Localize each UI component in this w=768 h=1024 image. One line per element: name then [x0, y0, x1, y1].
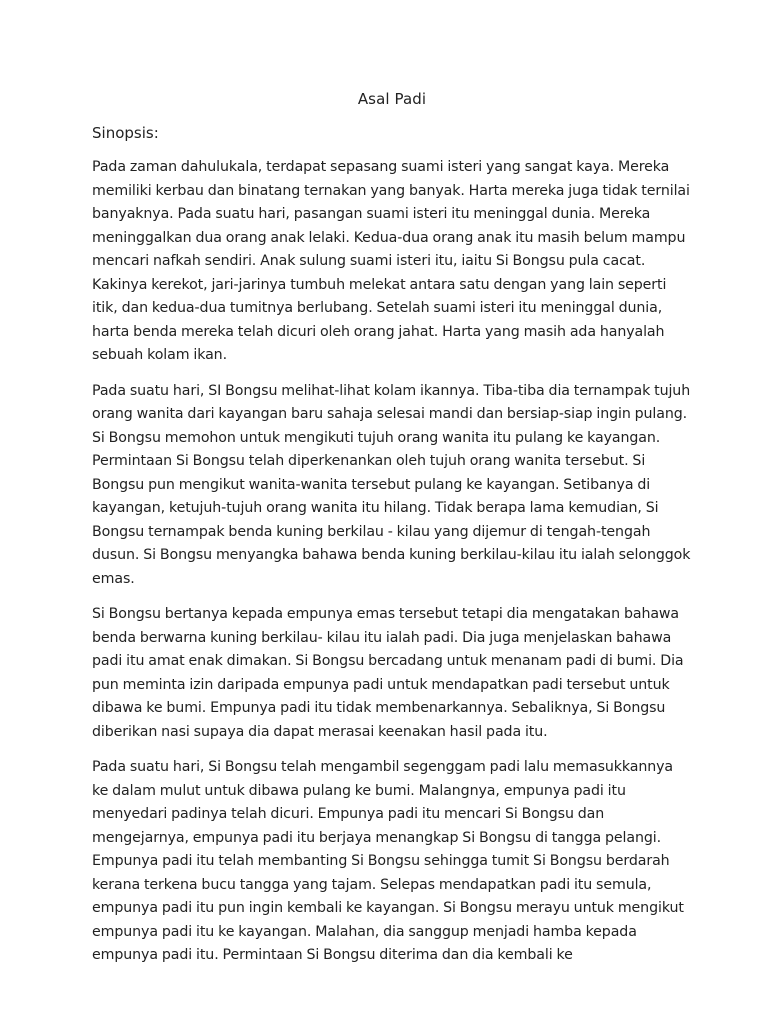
paragraph-2: Pada suatu hari, SI Bongsu melihat-lihat kolam ikannya. Tiba-tiba dia ternampak tujuh orang wanita dari kayangan baru sahaja selesai mandi dan bersiap-siap ingin pulang. Si Bongsu memohon untuk mengikuti tujuh orang wanita itu pulang ke kayangan. Permintaan Si Bongsu telah diperkenankan oleh tujuh orang wanita tersebut. Si Bongsu pun mengikut wanita-wanita tersebut pulang ke kayangan. Setibanya di kayangan, ketujuh-tujuh orang wanita itu hilang. Tidak berapa lama kemudian, Si Bongsu ternampak benda kuning berkilau - kilau yang dijemur di tengah-tengah dusun. Si Bongsu menyangka bahawa benda kuning berkilau-kilau itu ialah selonggok emas.	[92, 382, 691, 587]
paragraph-1: Pada zaman dahulukala, terdapat sepasang suami isteri yang sangat kaya. Mereka memiliki kerbau dan binatang ternakan yang banyak. Harta mereka juga tidak ternilai banyaknya. Pada suatu hari, pasangan suami isteri itu meninggal dunia. Mereka meninggalkan dua orang anak lelaki. Kedua-dua orang anak itu masih belum mampu mencari nafkah sendiri. Anak sulung suami isteri itu, iaitu Si Bongsu pula cacat. Kakinya kerekot, jari-jarinya tumbuh melekat antara satu dengan yang lain seperti itik, dan kedua-dua tumitnya berlubang. Setelah suami isteri itu meninggal dunia, harta benda mereka telah dicuri oleh orang jahat. Harta yang masih ada hanyalah sebuah kolam ikan.	[92, 159, 690, 363]
synopsis-label: Sinopsis:	[92, 124, 159, 142]
document-title: Asal Padi	[357, 90, 427, 108]
paragraph-3: Si Bongsu bertanya kepada empunya emas tersebut tetapi dia mengatakan bahawa benda berwarna kuning berkilau- kilau itu ialah padi. Dia juga menjelaskan bahawa padi itu amat enak dimakan. Si Bongsu bercadang untuk menanam padi di bumi. Dia pun meminta izin daripada empunya padi untuk mendapatkan padi tersebut untuk dibawa ke bumi. Empunya padi itu tidak membenarkannya. Sebaliknya, Si Bongsu diberikan nasi supaya dia dapat merasai keenakan hasil pada itu.	[92, 606, 684, 740]
document-page	[92, 88, 692, 980]
paragraph-4: Pada suatu hari, Si Bongsu telah mengambil segenggam padi lalu memasukkannya ke dalam mulut untuk dibawa pulang ke bumi. Malangnya, empunya padi itu menyedari padinya telah dicuri. Empunya padi itu mencari Si Bongsu dan mengejarnya, empunya padi itu berjaya menangkap Si Bongsu di tangga pelangi. Empunya padi itu telah membanting Si Bongsu sehingga tumit Si Bongsu berdarah kerana terkena bucu tangga yang tajam. Selepas mendapatkan padi itu semula, empunya padi itu pun ingin kembali ke kayangan. Si Bongsu merayu untuk mengikut empunya padi itu ke kayangan. Malahan, dia sanggup menjadi hamba kepada empunya padi itu. Permintaan Si Bongsu diterima dan dia kembali ke	[92, 759, 684, 963]
